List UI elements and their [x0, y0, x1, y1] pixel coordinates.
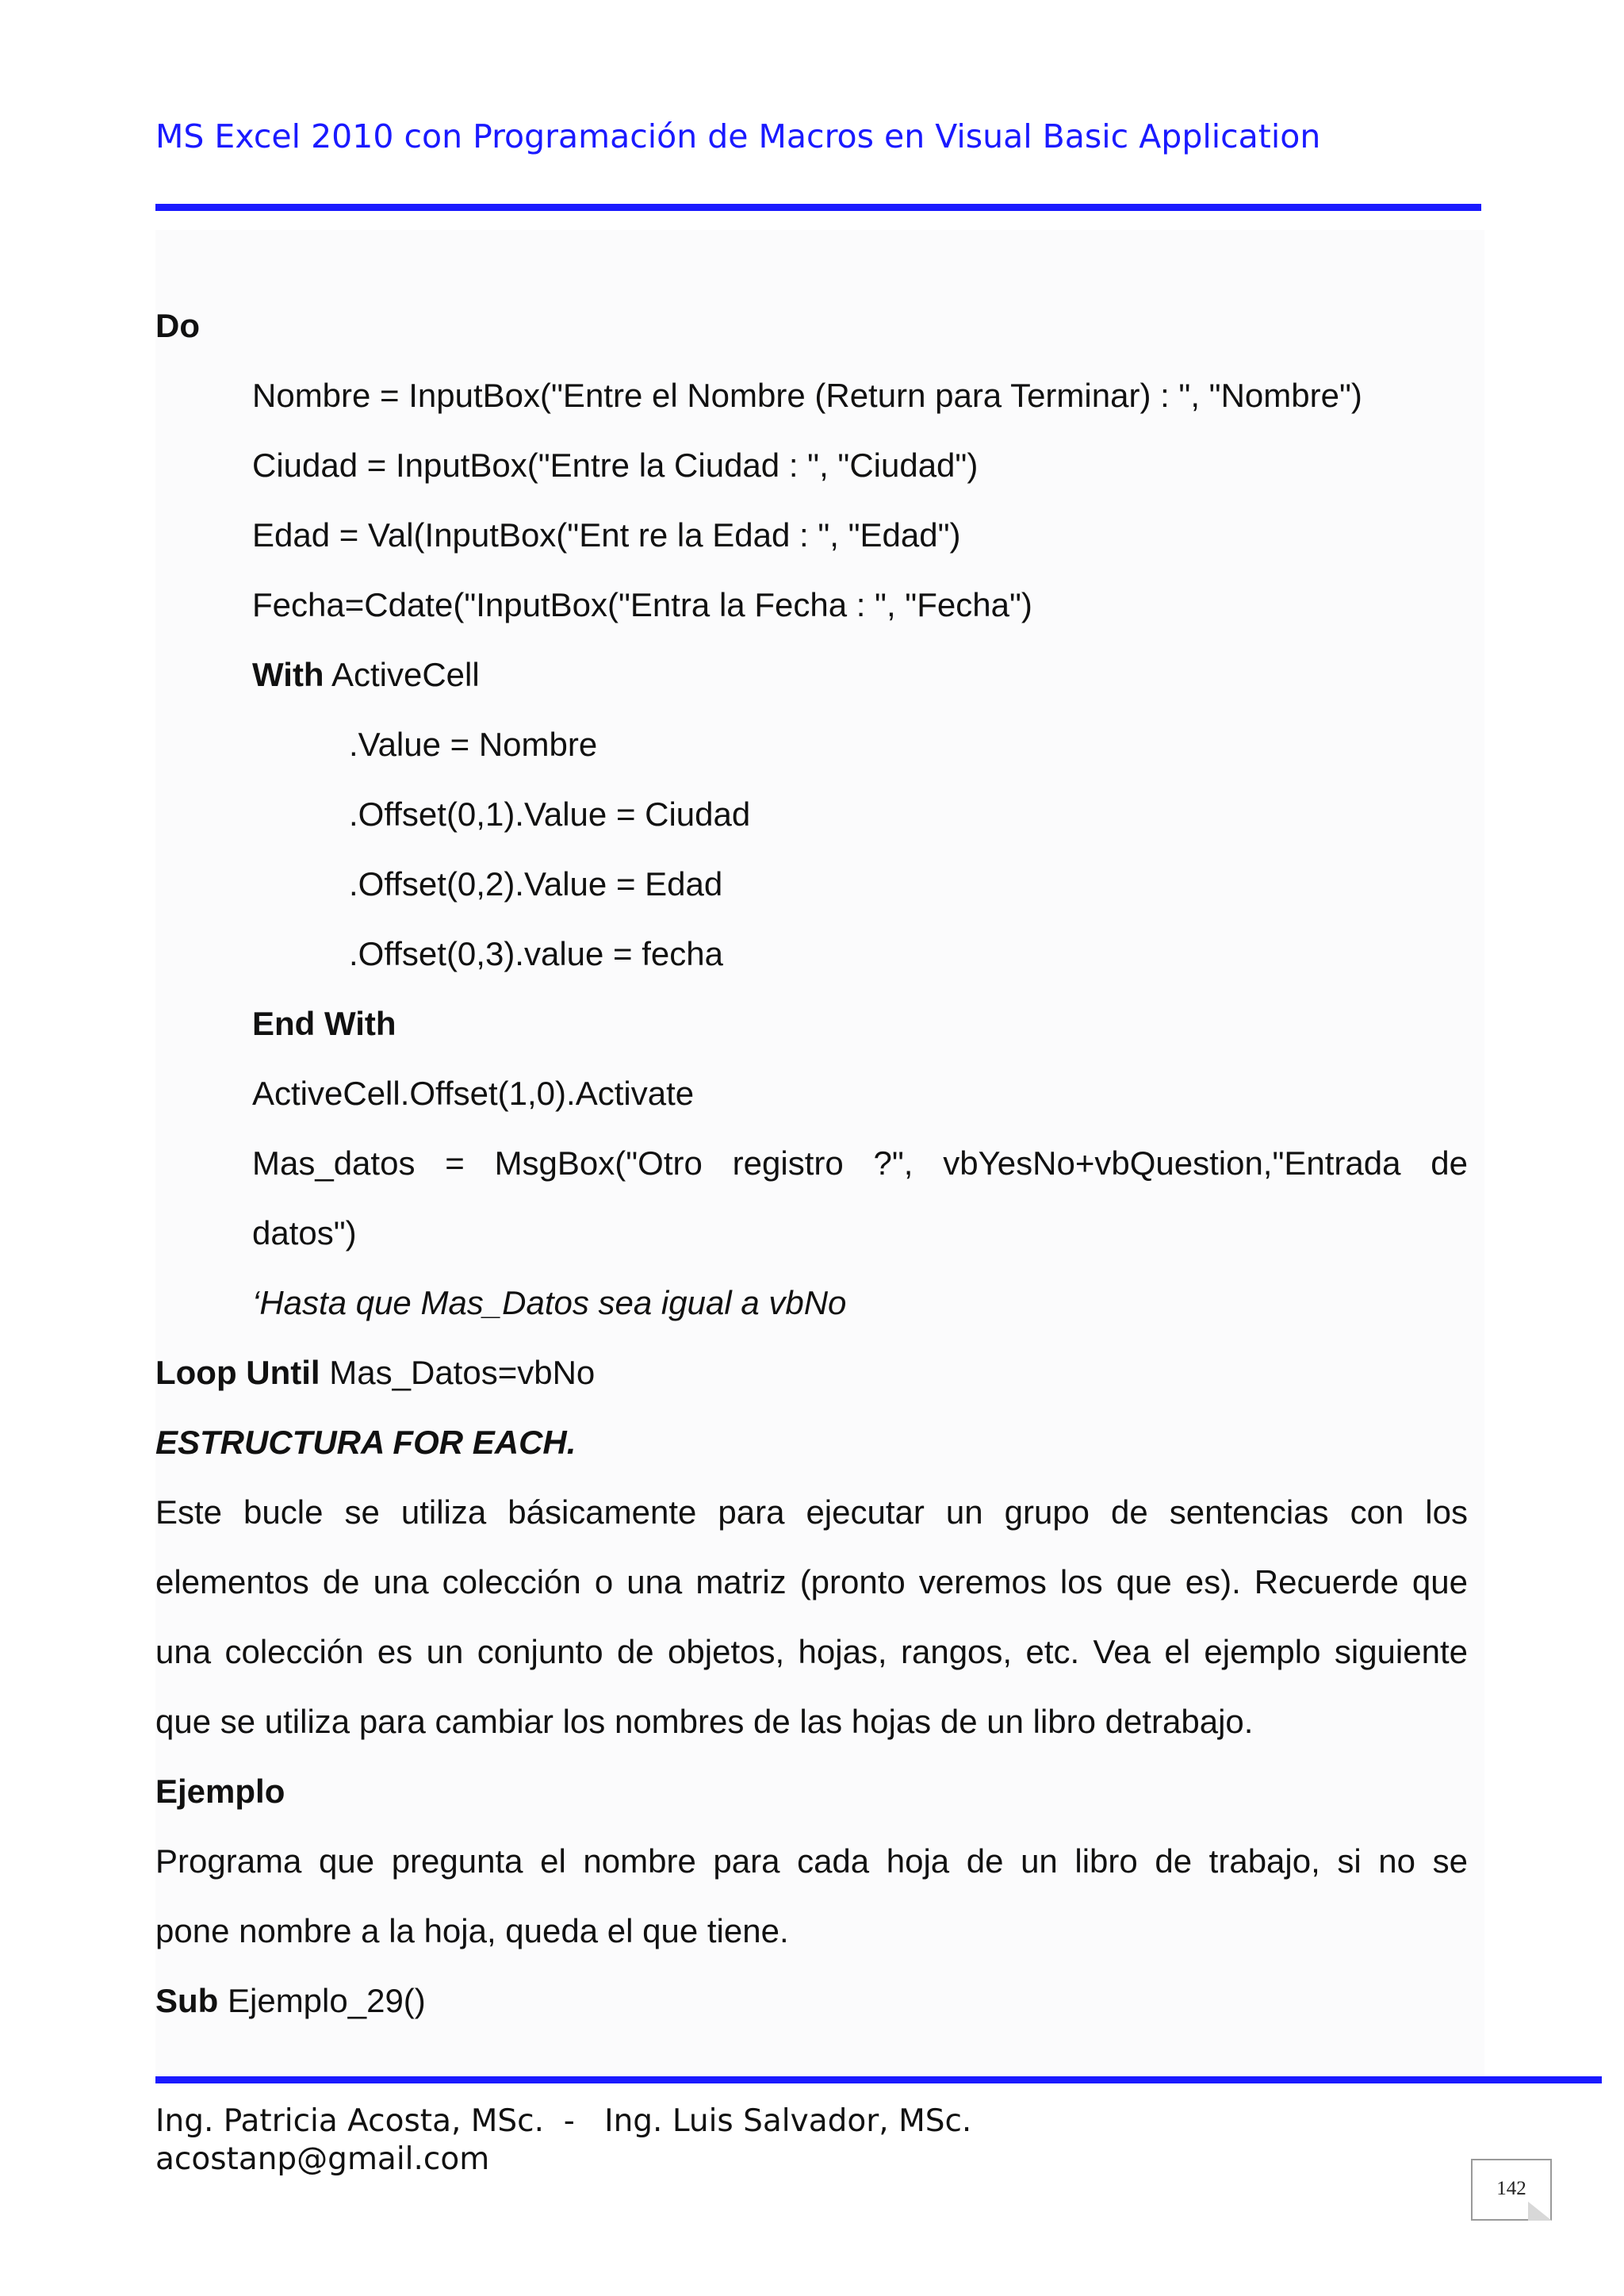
footer-divider — [155, 2076, 1602, 2083]
footer-authors: Ing. Patricia Acosta, MSc. - Ing. Luis Salvador, MSc. — [155, 2103, 972, 2139]
code-line-masdatos-2: datos") — [252, 1214, 357, 1251]
paragraph-line: pone nombre a la hoja, queda el que tiene. — [155, 1912, 789, 1949]
code-endwith-keyword: End With — [252, 1005, 396, 1042]
code-line-value: .Value = Nombre — [349, 726, 598, 763]
header-title: MS Excel 2010 con Programación de Macros en Visual Basic Application — [155, 117, 1321, 155]
code-do-keyword: Do — [155, 307, 200, 344]
code-comment: ‘Hasta que Mas_Datos sea igual a vbNo — [252, 1284, 847, 1321]
code-with-keyword: With — [252, 656, 324, 693]
code-line-loop — [155, 1352, 595, 1393]
code-line-offset3: .Offset(0,3).value = fecha — [349, 935, 723, 972]
code-sub-keyword: Sub — [155, 1982, 219, 2019]
code-sub-name: Ejemplo_29() — [218, 1982, 426, 2019]
code-line-fecha: Fecha=Cdate("InputBox("Entra la Fecha : ", "Fecha") — [252, 586, 1032, 623]
paragraph-line: Programa que pregunta el nombre para cada hoja de un libro de trabajo, si no se — [155, 1842, 1468, 1880]
footer-email: acostanp@gmail.com — [155, 2141, 490, 2177]
header-divider — [155, 204, 1481, 211]
code-line-nombre: Nombre = InputBox("Entre el Nombre (Return para Terminar) : ", "Nombre") — [252, 377, 1362, 414]
paragraph-line: elementos de una colección o una matriz (pronto veremos los que es). Recuerde que — [155, 1563, 1468, 1600]
code-loop-keyword: Loop Until — [155, 1354, 320, 1391]
section-heading: ESTRUCTURA FOR EACH. — [155, 1424, 576, 1461]
paragraph-line: una colección es un conjunto de objetos, hojas, rangos, etc. Vea el ejemplo siguiente — [155, 1633, 1468, 1670]
code-loop-condition: Mas_Datos=vbNo — [320, 1354, 596, 1391]
code-line-offset2: .Offset(0,2).Value = Edad — [349, 865, 723, 903]
page-number: 142 — [1496, 2178, 1526, 2199]
example-heading: Ejemplo — [155, 1773, 285, 1810]
page-curl-icon — [1528, 2202, 1552, 2221]
code-line-with — [252, 654, 480, 696]
paragraph-line: que se utiliza para cambiar los nombres de las hojas de un libro detrabajo. — [155, 1703, 1254, 1740]
code-line-ciudad: Ciudad = InputBox("Entre la Ciudad : ", "Ciudad") — [252, 447, 979, 484]
paragraph-line: Este bucle se utiliza básicamente para ejecutar un grupo de sentencias con los — [155, 1493, 1468, 1531]
code-line-sub — [155, 1980, 426, 2022]
code-line-activate: ActiveCell.Offset(1,0).Activate — [252, 1075, 695, 1112]
code-line-masdatos-1: Mas_datos = MsgBox("Otro registro ?", vbYesNo+vbQuestion,"Entrada de — [252, 1144, 1468, 1182]
page-number-box — [1471, 2159, 1552, 2221]
code-line-offset1: .Offset(0,1).Value = Ciudad — [349, 795, 751, 833]
code-line-edad: Edad = Val(InputBox("Ent re la Edad : ", "Edad") — [252, 516, 961, 554]
code-with-target: ActiveCell — [324, 656, 480, 693]
